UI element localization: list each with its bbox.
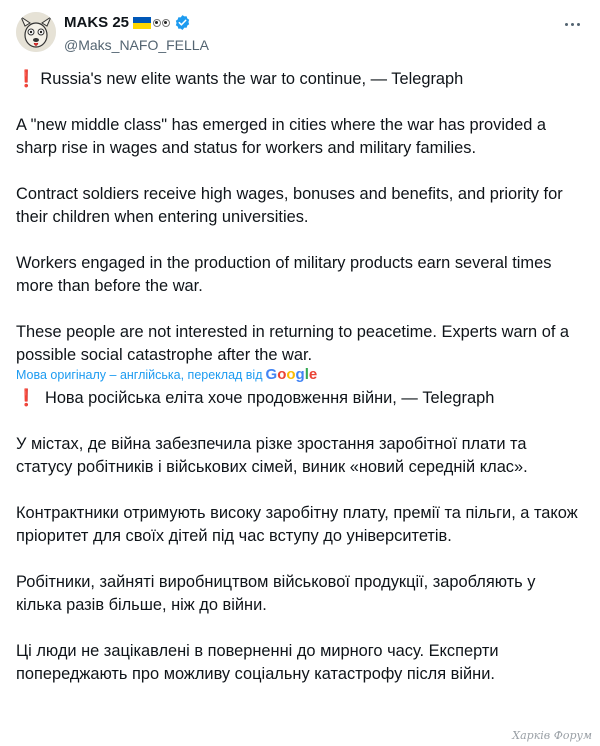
translation-note: Мова оригіналу – англійська, переклад від: [16, 368, 263, 382]
display-name-row[interactable]: [64, 14, 191, 31]
exclamation-icon: ❗: [16, 389, 37, 407]
eyes-icon: [153, 19, 170, 27]
original-paragraph: A "new middle class" has emerged in cities where the war has provided a sharp rise in wages and status for workers and military families.: [16, 116, 547, 157]
translated-paragraph: Контрактники отримують високу заробітну плату, премії та пільги, а також пріоритет для своїх дітей під час вступу до університетів.: [16, 504, 578, 545]
more-options-icon[interactable]: [560, 16, 584, 32]
display-name[interactable]: MAKS 25: [64, 14, 130, 31]
user-handle[interactable]: @Maks_NAFO_FELLA: [64, 37, 209, 53]
translated-paragraph: Ці люди не зацікавлені в поверненні до мирного часу. Експерти попереджають про можливу соціальну катастрофу після війни.: [16, 642, 499, 683]
original-paragraph: ❗ Russia's new elite wants the war to continue, — Telegraph: [16, 70, 464, 88]
verified-badge-icon[interactable]: [174, 14, 191, 31]
translated-paragraph: ❗ Нова російська еліта хоче продовження війни, — Telegraph: [16, 389, 495, 407]
translated-text: [16, 387, 584, 686]
google-logo: Google: [265, 366, 318, 383]
avatar-image: [16, 12, 56, 52]
translated-paragraph: У містах, де війна забезпечила різке зростання заробітної плати та статусу робітників і військових сімей, виник «новий середній клас».: [16, 435, 528, 476]
watermark: Харків Форум: [512, 729, 592, 742]
original-paragraph: Contract soldiers receive high wages, bonuses and benefits, and priority for their children when entering universities.: [16, 185, 563, 226]
original-paragraph: These people are not interested in returning to peacetime. Experts warn of a possible social catastrophe after the war.: [16, 323, 570, 364]
translated-paragraph: Робітники, зайняті виробництвом військової продукції, заробляють у кілька разів більше, ніж до війни.: [16, 573, 536, 614]
tweet-body: [16, 68, 584, 686]
translation-notice[interactable]: [16, 367, 584, 383]
avatar[interactable]: [16, 12, 56, 52]
tweet-header: [16, 12, 584, 56]
original-paragraph: Workers engaged in the production of military products earn several times more than before the war.: [16, 254, 552, 295]
ukraine-flag-icon: [133, 17, 151, 29]
exclamation-icon: ❗: [16, 70, 37, 88]
